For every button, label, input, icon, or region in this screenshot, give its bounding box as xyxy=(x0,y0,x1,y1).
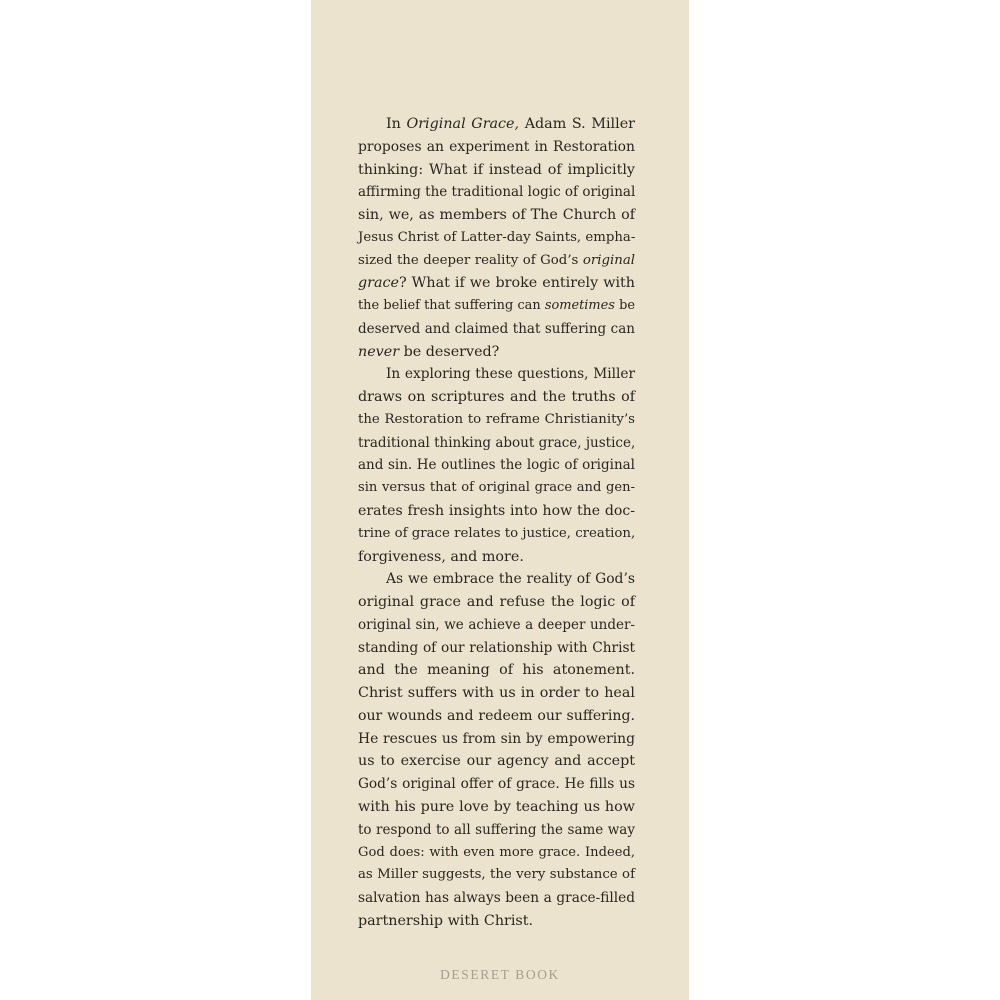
blurb-text: be deserved? xyxy=(399,343,500,360)
blurb-line xyxy=(358,887,635,910)
blurb-italic-text: never xyxy=(358,343,400,360)
blurb-text: He rescues us from sin by empowering xyxy=(358,730,635,747)
blurb-line xyxy=(358,546,635,569)
blurb-text: standing of our relationship with Christ xyxy=(358,639,635,656)
blurb-line xyxy=(358,159,635,182)
blurb-text: draws on scriptures and the truths of xyxy=(358,389,635,406)
blurb-italic-text: Original Grace, xyxy=(406,116,520,132)
blurb-text: original sin, we achieve a deeper under- xyxy=(358,616,635,633)
blurb-line xyxy=(358,591,635,614)
blurb-text: thinking: What if instead of implicitly xyxy=(358,161,635,178)
blurb-line xyxy=(358,705,635,728)
blurb-line xyxy=(358,318,635,341)
blurb-text: In xyxy=(386,116,407,132)
blurb-line xyxy=(358,750,635,773)
blurb-line xyxy=(358,204,635,227)
blurb-text: with his pure love by teaching us how xyxy=(358,798,635,815)
blurb-text: affirming the traditional logic of original xyxy=(358,184,636,201)
blurb-line xyxy=(358,432,635,455)
blurb-text: partnership with Christ. xyxy=(358,912,534,929)
cover-blurb xyxy=(358,113,635,933)
blurb-text: God’s original offer of grace. He fills us xyxy=(358,776,635,793)
blurb-line xyxy=(358,113,635,136)
blurb-text: sized the deeper reality of God’s xyxy=(358,252,583,268)
blurb-line xyxy=(358,500,635,523)
blurb-text: Christ suffers with us in order to heal xyxy=(358,685,635,702)
blurb-paragraph xyxy=(358,363,635,568)
book-back-cover xyxy=(311,0,689,1000)
blurb-text: forgiveness, and more. xyxy=(358,548,524,565)
blurb-line xyxy=(358,341,635,364)
blurb-text: God does: with even more grace. Indeed, xyxy=(358,844,635,860)
blurb-italic-text: original xyxy=(582,252,635,268)
blurb-line xyxy=(358,568,635,591)
blurb-text: us to exercise our agency and accept xyxy=(358,753,635,770)
blurb-paragraph xyxy=(358,568,635,932)
blurb-text: original grace and refuse the logic of xyxy=(358,594,635,611)
blurb-line xyxy=(358,363,635,386)
blurb-text: In exploring these questions, Miller xyxy=(386,366,635,383)
blurb-line xyxy=(358,773,635,796)
blurb-line xyxy=(358,250,635,273)
blurb-text: to respond to all suffering the same way xyxy=(358,821,635,838)
blurb-text: be xyxy=(614,298,635,314)
blurb-text: the belief that suffering can xyxy=(358,298,545,314)
blurb-line xyxy=(358,796,635,819)
blurb-line xyxy=(358,477,635,500)
blurb-text: trine of grace relates to justice, creation, xyxy=(358,525,636,541)
blurb-text: proposes an experiment in Restoration xyxy=(358,138,635,155)
blurb-text: erates fresh insights into how the doc- xyxy=(358,503,635,520)
blurb-text: Adam S. Miller xyxy=(519,116,635,132)
blurb-text: As we embrace the reality of God’s xyxy=(386,571,635,588)
blurb-line xyxy=(358,819,635,842)
blurb-paragraph xyxy=(358,113,635,363)
blurb-text: as Miller suggests, the very substance of xyxy=(358,867,635,883)
blurb-line xyxy=(358,864,635,887)
blurb-line xyxy=(358,614,635,637)
blurb-line xyxy=(358,409,635,432)
blurb-text: deserved and claimed that suffering can xyxy=(358,320,635,337)
blurb-line xyxy=(358,386,635,409)
blurb-line xyxy=(358,454,635,477)
blurb-text: and sin. He outlines the logic of original xyxy=(358,457,635,474)
blurb-line xyxy=(358,295,635,318)
blurb-line xyxy=(358,637,635,660)
blurb-line xyxy=(358,910,635,933)
blurb-italic-text: sometimes xyxy=(544,298,615,314)
blurb-line xyxy=(358,842,635,865)
blurb-text: sin, we, as members of The Church of xyxy=(358,207,635,224)
blurb-line xyxy=(358,728,635,751)
blurb-text: our wounds and redeem our suffering. xyxy=(358,707,635,724)
blurb-line xyxy=(358,136,635,159)
blurb-line xyxy=(358,272,635,295)
blurb-italic-text: grace xyxy=(358,275,399,292)
blurb-text: and the meaning of his atonement. xyxy=(358,662,635,679)
blurb-text: sin versus that of original grace and gen- xyxy=(358,480,635,496)
blurb-text: traditional thinking about grace, justice, xyxy=(358,434,636,451)
blurb-line xyxy=(358,659,635,682)
blurb-text: Jesus Christ of Latter-day Saints, empha- xyxy=(358,229,636,245)
blurb-text: the Restoration to reframe Christianity’s xyxy=(358,411,635,427)
publisher-imprint: DESERET BOOK xyxy=(440,967,560,982)
blurb-line xyxy=(358,523,635,546)
blurb-text: salvation has always been a grace-filled xyxy=(358,890,635,907)
blurb-line xyxy=(358,181,635,204)
blurb-line xyxy=(358,682,635,705)
blurb-line xyxy=(358,227,635,250)
blurb-text: ? What if we broke entirely with xyxy=(398,275,635,292)
